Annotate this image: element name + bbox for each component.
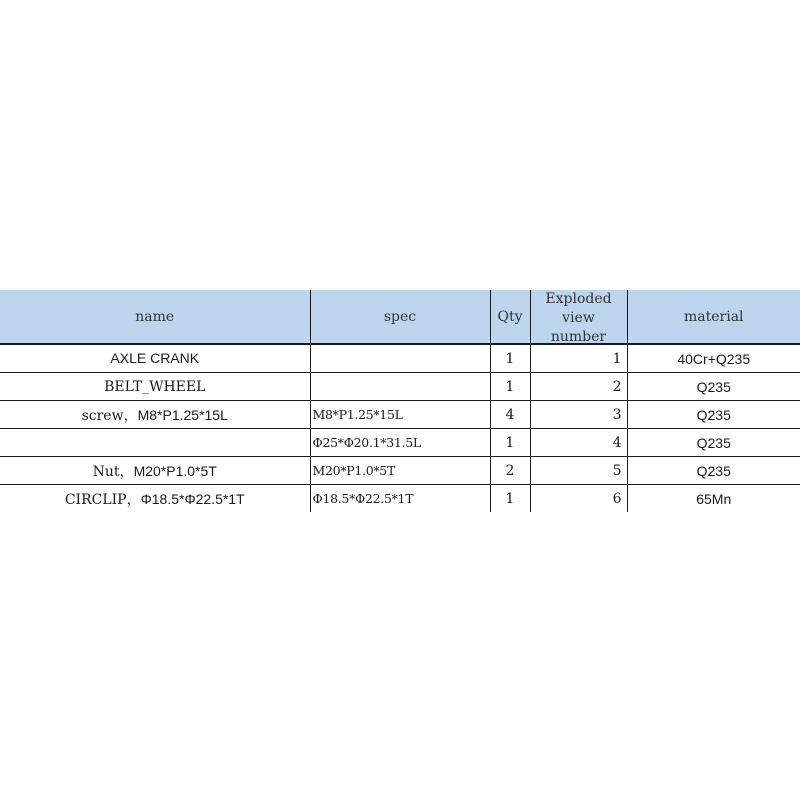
cell-spec bbox=[310, 373, 490, 401]
table-row bbox=[0, 457, 800, 485]
header-exploded-view-number bbox=[530, 290, 627, 344]
header-material: material bbox=[627, 290, 800, 344]
cell-name bbox=[0, 457, 310, 485]
table-row bbox=[0, 485, 800, 513]
name-prefix: BELT_WHEEL bbox=[104, 378, 206, 395]
cell-spec: M20*P1.0*5T bbox=[310, 457, 490, 485]
cell-material: Q235 bbox=[627, 457, 800, 485]
header-exploded-line-3: number bbox=[550, 329, 607, 343]
name-prefix: CIRCLIP， bbox=[64, 491, 141, 508]
header-spec: spec bbox=[310, 290, 490, 344]
cell-name bbox=[0, 344, 310, 373]
parts-table bbox=[0, 290, 800, 512]
cell-qty: 4 bbox=[490, 401, 530, 429]
cell-exploded-view-number: 3 bbox=[530, 401, 627, 429]
name-prefix: Nut， bbox=[92, 463, 134, 480]
name-prefix: screw， bbox=[81, 407, 138, 424]
header-exploded-line-2: view bbox=[562, 310, 595, 326]
cell-name bbox=[0, 401, 310, 429]
cell-spec: M8*P1.25*15L bbox=[310, 401, 490, 429]
header-exploded-line-1: Exploded bbox=[545, 291, 612, 307]
cell-name bbox=[0, 485, 310, 513]
cell-material: 40Cr+Q235 bbox=[627, 344, 800, 373]
table-row bbox=[0, 429, 800, 457]
cell-material: Q235 bbox=[627, 401, 800, 429]
cell-exploded-view-number: 2 bbox=[530, 373, 627, 401]
cell-name bbox=[0, 373, 310, 401]
cell-qty: 1 bbox=[490, 429, 530, 457]
cell-exploded-view-number: 4 bbox=[530, 429, 627, 457]
cell-exploded-view-number: 1 bbox=[530, 344, 627, 373]
name-main: Φ18.5*Φ22.5*1T bbox=[140, 490, 245, 507]
header-name: name bbox=[0, 290, 310, 344]
cell-qty: 1 bbox=[490, 485, 530, 513]
cell-material: Q235 bbox=[627, 429, 800, 457]
header-qty: Qty bbox=[490, 290, 530, 344]
cell-spec: Φ25*Φ20.1*31.5L bbox=[310, 429, 490, 457]
name-main: M8*P1.25*15L bbox=[137, 406, 228, 423]
header-row bbox=[0, 290, 800, 344]
cell-spec bbox=[310, 344, 490, 373]
cell-qty: 1 bbox=[490, 373, 530, 401]
parts-list-sheet bbox=[0, 290, 800, 512]
cell-name bbox=[0, 429, 310, 457]
cell-exploded-view-number: 6 bbox=[530, 485, 627, 513]
name-main: M20*P1.0*5T bbox=[133, 462, 217, 479]
name-main: AXLE CRANK bbox=[110, 349, 200, 366]
cell-qty: 1 bbox=[490, 344, 530, 373]
cell-spec: Φ18.5*Φ22.5*1T bbox=[310, 485, 490, 513]
table-row bbox=[0, 344, 800, 373]
cell-material: Q235 bbox=[627, 373, 800, 401]
cell-material: 65Mn bbox=[627, 485, 800, 513]
cell-exploded-view-number: 5 bbox=[530, 457, 627, 485]
table-row bbox=[0, 401, 800, 429]
cell-qty: 2 bbox=[490, 457, 530, 485]
table-row bbox=[0, 373, 800, 401]
